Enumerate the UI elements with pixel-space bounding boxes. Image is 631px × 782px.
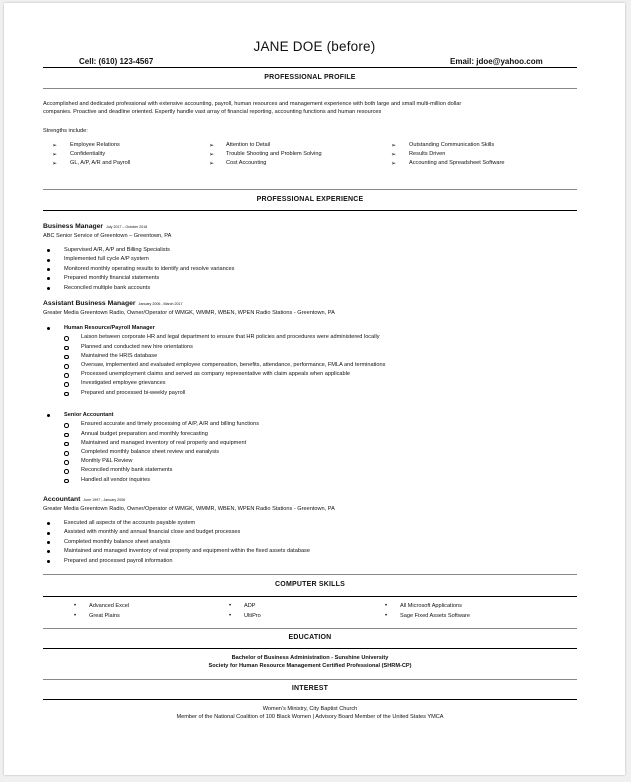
education-details	[43, 654, 577, 671]
list-item: Prepared and processed payroll information	[47, 557, 567, 566]
list-item: Maintained and managed inventory of real property and equipment within the fixed assets database	[47, 547, 567, 556]
section-title-interest: INTEREST	[291, 685, 329, 692]
circle-bullet-icon	[64, 336, 69, 341]
bullet-icon	[47, 532, 50, 535]
list-item: Reconciled monthly bank statements	[64, 466, 567, 475]
bullet-icon: •	[74, 603, 77, 609]
circle-bullet-icon	[64, 460, 69, 465]
job-company: ABC Senior Service of Greentown – Greentown, PA	[43, 233, 172, 239]
job-title-accountant	[43, 496, 125, 503]
circle-bullet-icon	[64, 373, 69, 378]
circle-bullet-icon	[64, 451, 69, 456]
arrow-bullet-icon: ➢	[209, 161, 215, 167]
arrow-bullet-icon: ➢	[391, 152, 397, 158]
strengths-row	[52, 151, 572, 160]
skill-item: Sage Fixed Assets Software	[400, 613, 470, 619]
resume-page	[4, 3, 625, 775]
contact-email: Email: jdoe@yahoo.com	[450, 57, 543, 66]
bullet-icon	[47, 259, 50, 262]
skills-row	[74, 603, 574, 613]
arrow-bullet-icon: ➢	[52, 161, 58, 167]
list-item: Reconciled multiple bank accounts	[47, 284, 567, 293]
list-item: Senior Accountant	[47, 411, 567, 420]
bullet-icon: •	[74, 613, 77, 619]
divider	[43, 88, 577, 89]
list-item: Processed unemployment claims and served as company representative with claim appeals when applicable	[64, 370, 567, 379]
circle-bullet-icon	[64, 423, 69, 428]
divider	[43, 648, 577, 649]
bullet-icon	[47, 277, 50, 280]
strength-item: Results Driven	[409, 151, 446, 157]
strengths-row	[52, 142, 572, 151]
degree: Bachelor of Business Administration - Sunshine University	[231, 655, 389, 661]
job-title: Accountant	[43, 496, 81, 503]
interest-line: Member of the National Coalition of 100 Black Women | Advisory Board Member of the United States YMCA	[176, 714, 444, 721]
bullet-icon	[47, 541, 50, 544]
list-item: Monthly P&L Review	[64, 457, 567, 466]
hr-role	[47, 324, 567, 398]
hr-duties	[64, 333, 567, 397]
arrow-bullet-icon: ➢	[209, 143, 215, 149]
bullet-icon: •	[229, 603, 232, 609]
circle-bullet-icon	[64, 364, 69, 369]
divider	[43, 628, 577, 629]
divider	[43, 574, 577, 575]
job-company: Greater Media Greentown Radio, Owner/Operator of WMGK, WMMR, WBEN, WPEN Radio Stations - Greentown, PA	[43, 506, 335, 512]
circle-bullet-icon	[64, 433, 69, 438]
skills-grid	[74, 603, 574, 623]
circle-bullet-icon	[64, 346, 69, 351]
job-dates: June 1997 - January 2006	[83, 498, 126, 502]
strength-item: Employee Relations	[70, 142, 120, 148]
job-dates: January 2006 - March 2017	[138, 302, 183, 306]
bullet-icon	[47, 268, 50, 271]
role-heading	[47, 411, 567, 420]
list-item: Ensured accurate and timely processing of A/P, A/R and billing functions	[64, 420, 567, 429]
job-title: Assistant Business Manager	[43, 300, 136, 307]
list-item: Executed all aspects of the accounts payable system	[47, 519, 567, 528]
list-item: Investigated employee grievances	[64, 379, 567, 388]
role-heading	[47, 324, 567, 333]
profile-summary	[43, 100, 577, 116]
list-item: Prepared and processed bi-weekly payroll	[64, 389, 567, 398]
bullet-icon: •	[385, 613, 388, 619]
arrow-bullet-icon: ➢	[391, 161, 397, 167]
strengths-label: Strengths include:	[43, 128, 88, 134]
job1-duties	[47, 246, 567, 293]
divider	[43, 67, 577, 68]
accountant-duties	[64, 420, 567, 484]
strength-item: GL, A/P, A/R and Payroll	[70, 160, 131, 166]
accountant-role	[47, 411, 567, 485]
job-company: Greater Media Greentown Radio, Owner/Operator of WMGK, WMMR, WBEN, WPEN Radio Stations - Greentown, PA	[43, 310, 335, 316]
arrow-bullet-icon: ➢	[52, 143, 58, 149]
certification: Society for Human Resource Management Certified Professional (SHRM-CP)	[208, 663, 412, 670]
strength-item: Accounting and Spreadsheet Software	[409, 160, 505, 166]
contact-cell: Cell: (610) 123-4567	[79, 57, 154, 66]
strengths-row	[52, 160, 572, 169]
bullet-icon	[47, 249, 50, 252]
circle-bullet-icon	[64, 392, 69, 397]
arrow-bullet-icon: ➢	[391, 143, 397, 149]
bullet-icon	[47, 287, 50, 290]
list-item: Supervised A/R, A/P and Billing Specialists	[47, 246, 567, 255]
list-item: Assisted with monthly and annual financial close and budget processes	[47, 528, 567, 537]
circle-bullet-icon	[64, 479, 69, 484]
job-title-assistant-business-manager	[43, 300, 183, 307]
job3-duties	[47, 519, 567, 566]
section-title-experience: PROFESSIONAL EXPERIENCE	[256, 196, 364, 203]
skill-item: Advanced Excel	[89, 603, 130, 609]
section-title-profile: PROFESSIONAL PROFILE	[264, 74, 356, 81]
job-title-business-manager	[43, 223, 147, 230]
section-title-skills: COMPUTER SKILLS	[275, 581, 345, 588]
strength-item: Attention to Detail	[226, 142, 271, 148]
bullet-icon	[47, 550, 50, 553]
candidate-name: JANE DOE (before)	[253, 39, 376, 54]
job-dates: July 2017 – October 2018	[106, 225, 148, 229]
summary-line: companies. Proactive and deadline oriented. Expertly handle vast array of financial reporting, accounting functions and human resources	[43, 109, 382, 116]
bullet-icon	[47, 414, 50, 417]
list-item: Oversaw, implemented and evaluated employee compensation, benefits, attendance, performance, FMLA and terminations	[64, 361, 567, 370]
list-item: Prepared monthly financial statements	[47, 274, 567, 283]
list-item: Completed monthly balance sheet analysis	[47, 538, 567, 547]
section-title-education: EDUCATION	[288, 634, 332, 641]
list-item: Implemented full cycle A/P system	[47, 255, 567, 264]
list-item: Planned and conducted new hire orientations	[64, 343, 567, 352]
strength-item: Outstanding Communication Skills	[409, 142, 495, 148]
skill-item: UltiPro	[244, 613, 261, 619]
circle-bullet-icon	[64, 442, 69, 447]
list-item: Human Resource/Payroll Manager	[47, 324, 567, 333]
skills-row	[74, 613, 574, 623]
divider	[43, 210, 577, 211]
interest-line: Women’s Ministry, City Baptist Church	[262, 706, 358, 712]
list-item: Handled all vendor inquiries	[64, 476, 567, 485]
list-item: Completed monthly balance sheet review and eanalysis	[64, 448, 567, 457]
summary-line: Accomplished and dedicated professional with extensive accounting, payroll, human resources and management experience with both large and small multi-million dollar	[43, 101, 462, 107]
divider	[43, 189, 577, 190]
interest-details	[43, 705, 577, 722]
bullet-icon: •	[229, 613, 232, 619]
list-item: Laison between corporate HR and legal department to ensure that HR policies and procedures were administered locally	[64, 333, 567, 342]
arrow-bullet-icon: ➢	[209, 152, 215, 158]
circle-bullet-icon	[64, 382, 69, 387]
skill-item: Great Plains	[89, 613, 120, 619]
strength-item: Trouble Shooting and Problem Solving	[226, 151, 322, 157]
arrow-bullet-icon: ➢	[52, 152, 58, 158]
bullet-icon	[47, 560, 50, 563]
bullet-icon	[47, 522, 50, 525]
divider	[43, 679, 577, 680]
strength-item: Cost Accounting	[226, 160, 267, 166]
list-item: Annual budget preparation and monthly forecasting	[64, 430, 567, 439]
strength-item: Confidentiality	[70, 151, 106, 157]
bullet-icon	[47, 327, 50, 330]
bullet-icon: •	[385, 603, 388, 609]
list-item: Monitored monthly operating results to identify and resolve variances	[47, 265, 567, 274]
list-item: Maintained and managed inventory of real property and equipment	[64, 439, 567, 448]
divider	[43, 596, 577, 597]
strengths-grid	[52, 142, 572, 169]
divider	[43, 699, 577, 700]
circle-bullet-icon	[64, 469, 69, 474]
circle-bullet-icon	[64, 355, 69, 360]
skill-item: All Microsoft Applications	[400, 603, 462, 609]
job-title: Business Manager	[43, 223, 104, 230]
list-item: Maintained the HRIS database	[64, 352, 567, 361]
skill-item: ADP	[244, 603, 256, 609]
